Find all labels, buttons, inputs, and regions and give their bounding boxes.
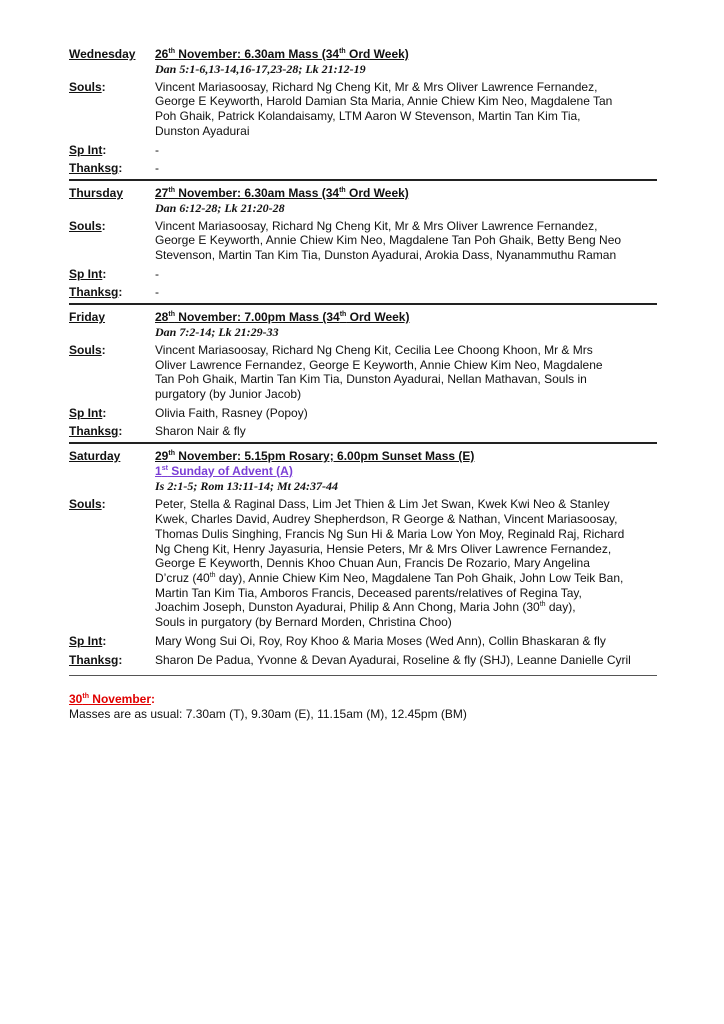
mass-heading: 27th November: 6.30am Mass (34th Ord Week) [155,185,409,200]
day-label: Wednesday [69,47,136,61]
mass-heading: 28th November: 7.00pm Mass (34th Ord Week) [155,310,410,325]
readings: Dan 6:12-28; Lk 21:20-28 [155,200,285,215]
souls-label: Souls: [69,497,106,512]
saturday-section [69,449,657,676]
sp-int-value: Mary Wong Sui Oi, Roy, Roy Khoo & Maria Moses (Wed Ann), Collin Bhaskaran & fly [155,633,606,648]
thanksg-label: Thanksg: [69,161,123,176]
thanksg-label: Thanksg: [69,285,123,300]
readings: Dan 5:1-6,13-14,16-17,23-28; Lk 21:12-19 [155,61,366,76]
souls-list: Vincent Mariasoosay, Richard Ng Cheng Kit, Cecilia Lee Choong Khoon, Mr & Mrs Oliver Lawrence Fernandez, George E Keyworth, Annie Chiew Kim Neo, Magdalene Tan Poh Ghaik, Martin Tan Kim Tia, Dunston Ayadurai, Nellan Mathavan, Souls in purgatory (by Junior Jacob) [155,342,603,401]
thanksg-label: Thanksg: [69,652,123,667]
mass-heading: 29th November: 5.15pm Rosary; 6.00pm Sunset Mass (E) [155,449,475,464]
souls-list: Vincent Mariasoosay, Richard Ng Cheng Kit, Mr & Mrs Oliver Lawrence Fernandez, George E Keyworth, Annie Chiew Kim Neo, Magdalene Tan Poh Ghaik, Betty Beng Neo Stevenson, Martin Tan Kim Tia, Dunston Ayadurai, Arokia Dass, Nyanammuthu Raman [155,218,622,263]
thursday-section [69,186,657,305]
thanksg-label: Thanksg: [69,424,123,439]
thanksg-value: - [155,285,159,300]
advent-link[interactable]: 1st Sunday of Advent (A) [155,463,293,478]
sunday-section [69,692,657,722]
sunday-masses: Masses are as usual: 7.30am (T), 9.30am (E), 11.15am (M), 12.45pm (BM) [69,707,467,722]
sp-int-label: Sp Int: [69,266,107,281]
day-label: Thursday [69,185,124,200]
day-label: Saturday [69,449,121,464]
souls-list: Vincent Mariasoosay, Richard Ng Cheng Kit, Mr & Mrs Oliver Lawrence Fernandez, George E Keyworth, Harold Damian Sta Maria, Annie Chiew Kim Neo, Magdalene Tan Poh Ghaik, Patrick Kolandaisamy, LTM Aaron W Stevenson, Martin Tan Kim Tia, Dunston Ayadurai [155,79,613,138]
thanksg-value: Sharon De Padua, Yvonne & Devan Ayadurai, Roseline & fly (SHJ), Leanne Danielle Cyril [155,652,631,667]
mass-heading: 26th November: 6.30am Mass (34th Ord Week) [155,47,409,61]
friday-section [69,310,657,444]
souls-label: Souls: [69,79,106,94]
sp-int-value: - [155,142,159,157]
sunday-heading: 30th November: [69,692,155,707]
mass-schedule [69,47,657,722]
sp-int-value: - [155,266,159,281]
souls-list: Peter, Stella & Raginal Dass, Lim Jet Thien & Lim Jet Swan, Kwek Kwi Neo & Stanley Kwek, Charles David, Audrey Shepherdson, R George & Nathan, Vincent Mariasoosay, Thomas Dulis Singhing, Francis Ng Sun Hi & Maria Low Yon Moy, Reginald Raj, Richard Ng Cheng Kit, Henry Jayasuria, Hensie Peters, Mr & Mrs Oliver Lawrence Fernandez, George E Keyworth, Dennis Khoo Chuan Aun, Francis De Rozario, Mary Angelina D’cruz (40th day), Annie Chiew Kim Neo, Magdalene Tan Poh Ghaik, John Low Teik Ban, Martin Tan Kim Tia, Amboros Francis, Deceased parents/relatives of Regina Tay, Joachim Joseph, Dunston Ayadurai, Philip & Ann Chong, Maria John (30th day), Souls in purgatory (by Bernard Morden, Christina Choo) [155,497,625,630]
sp-int-value: Olivia Faith, Rasney (Popoy) [155,405,308,420]
day-label: Friday [69,310,106,325]
thanksg-value: - [155,161,159,176]
wednesday-section [69,47,657,181]
thanksg-value: Sharon Nair & fly [155,424,246,439]
souls-label: Souls: [69,218,106,233]
souls-label: Souls: [69,342,106,357]
readings: Dan 7:2-14; Lk 21:29-33 [155,324,279,339]
sp-int-label: Sp Int: [69,142,107,157]
sp-int-label: Sp Int: [69,633,107,648]
readings: Is 2:1-5; Rom 13:11-14; Mt 24:37-44 [155,479,338,494]
sp-int-label: Sp Int: [69,405,107,420]
